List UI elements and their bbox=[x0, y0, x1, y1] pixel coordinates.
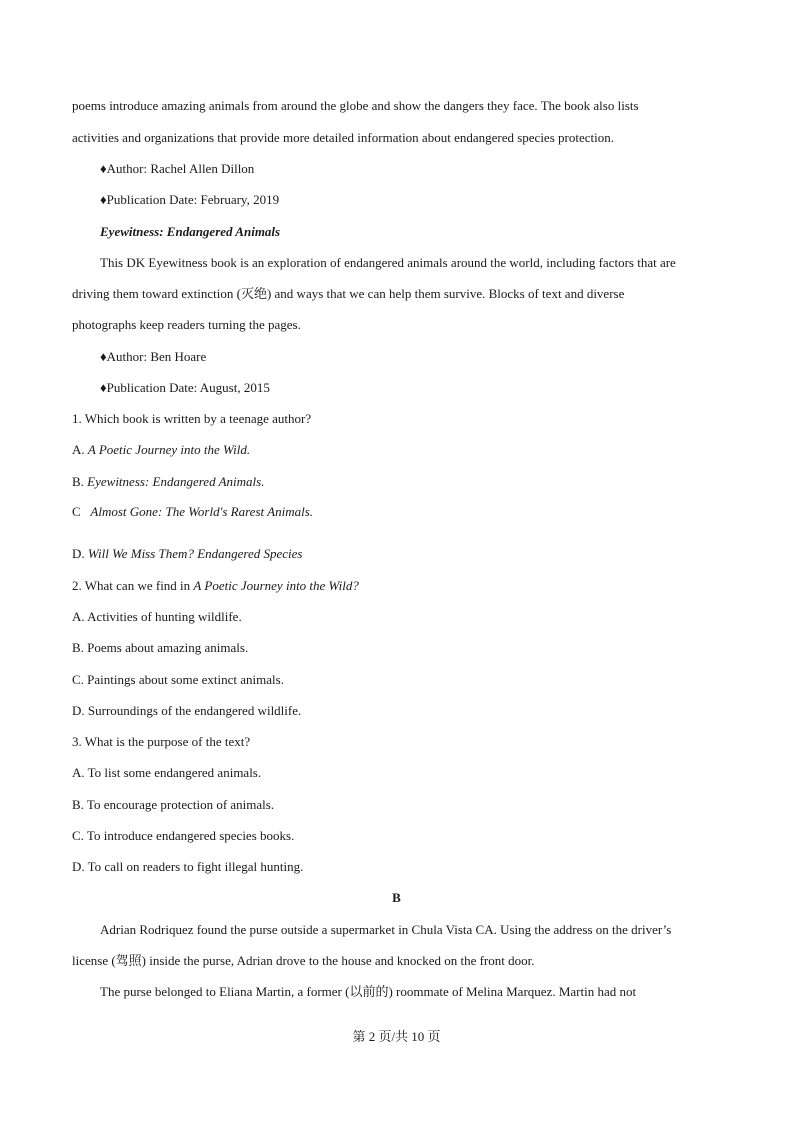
passage-b-line-3: The purse belonged to Eliana Martin, a former (以前的) roommate of Melina Marquez. Martin had not bbox=[100, 984, 637, 999]
q3-option-d: D. To call on readers to fight illegal hunting. bbox=[72, 859, 304, 874]
q2-question: 2. What can we find in A Poetic Journey into the Wild? bbox=[72, 578, 359, 593]
q1-question: 1. Which book is written by a teenage author? bbox=[72, 411, 312, 426]
q3-option-c: C. To introduce endangered species books. bbox=[72, 828, 295, 843]
q3-option-b: B. To encourage protection of animals. bbox=[72, 797, 275, 812]
q1-option-c: C Almost Gone: The World's Rarest Animals. bbox=[72, 504, 314, 519]
q3-option-a: A. To list some endangered animals. bbox=[72, 765, 262, 780]
q2-option-d: D. Surroundings of the endangered wildlife. bbox=[72, 703, 302, 718]
book2-desc-line-2: driving them toward extinction (灭绝) and ways that we can help them survive. Blocks of text and diverse bbox=[72, 286, 625, 301]
q2-option-a: A. Activities of hunting wildlife. bbox=[72, 609, 242, 624]
book1-author: ♦Author: Rachel Allen Dillon bbox=[100, 161, 255, 176]
q2-option-b: B. Poems about amazing animals. bbox=[72, 640, 249, 655]
book2-author: ♦Author: Ben Hoare bbox=[100, 349, 207, 364]
q3-question: 3. What is the purpose of the text? bbox=[72, 734, 251, 749]
book2-title: Eyewitness: Endangered Animals bbox=[100, 224, 281, 239]
q1-option-a: A. A Poetic Journey into the Wild. bbox=[72, 442, 251, 457]
q1-option-d: D. Will We Miss Them? Endangered Species bbox=[72, 546, 303, 561]
q1-option-b: B. Eyewitness: Endangered Animals. bbox=[72, 474, 265, 489]
page-footer: 第 2 页/共 10 页 bbox=[352, 1029, 441, 1044]
passage-b-line-2: license (驾照) inside the purse, Adrian drove to the house and knocked on the front door. bbox=[72, 953, 535, 968]
section-b-heading: B bbox=[392, 890, 401, 905]
q2-option-c: C. Paintings about some extinct animals. bbox=[72, 672, 284, 687]
book1-date: ♦Publication Date: February, 2019 bbox=[100, 192, 280, 207]
passage-b-line-1: Adrian Rodriquez found the purse outside a supermarket in Chula Vista CA. Using the address on the driver’s bbox=[100, 922, 672, 937]
book2-desc-line-1: This DK Eyewitness book is an exploration of endangered animals around the world, including factors that are bbox=[100, 255, 676, 270]
intro-line-1: poems introduce amazing animals from around the globe and show the dangers they face. The book also lists bbox=[72, 98, 639, 113]
book2-desc-line-3: photographs keep readers turning the pages. bbox=[72, 317, 301, 332]
book2-date: ♦Publication Date: August, 2015 bbox=[100, 380, 270, 395]
intro-line-2: activities and organizations that provide more detailed information about endangered species protection. bbox=[72, 130, 614, 145]
